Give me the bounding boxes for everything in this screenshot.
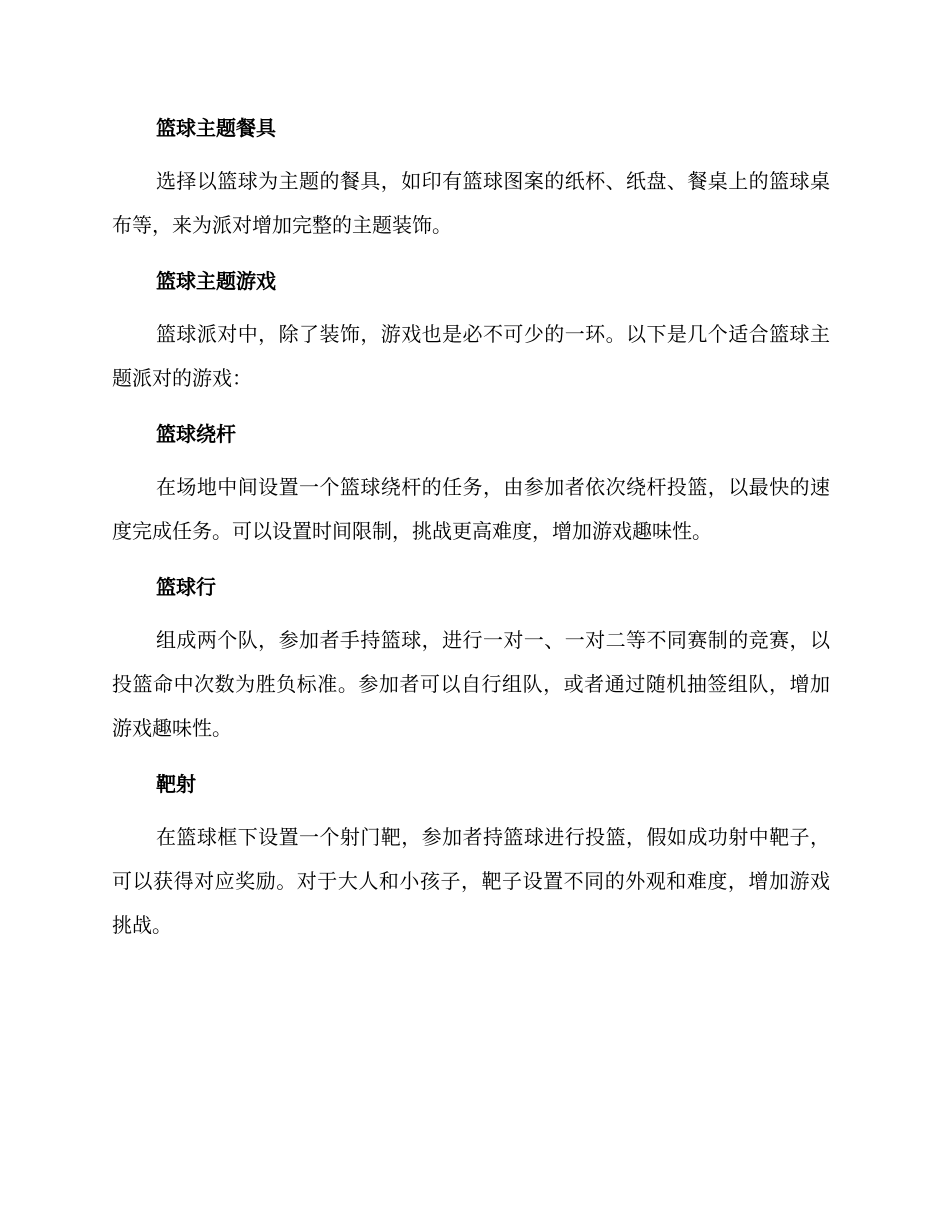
section-body-target-shooting: 在篮球框下设置一个射门靶，参加者持篮球进行投篮，假如成功射中靶子，可以获得对应奖励。对于大人和小孩子，靶子设置不同的外观和难度，增加游戏挑战。 [112,825,830,937]
section-heading-games: 篮球主题游戏 [156,269,276,293]
section-heading-target-shooting: 靶射 [156,772,196,796]
section-body-games: 篮球派对中，除了装饰，游戏也是必不可少的一环。以下是几个适合篮球主题派对的游戏： [112,322,830,390]
section-heading-basketball-match: 篮球行 [156,575,216,599]
section-body-basketball-match: 组成两个队，参加者手持篮球，进行一对一、一对二等不同赛制的竞赛，以投篮命中次数为胜负标准。参加者可以自行组队，或者通过随机抽签组队，增加游戏趣味性。 [112,628,830,740]
section-heading-tableware: 篮球主题餐具 [156,116,276,140]
section-heading-pole-dribble: 篮球绕杆 [156,422,236,446]
section-body-pole-dribble: 在场地中间设置一个篮球绕杆的任务，由参加者依次绕杆投篮，以最快的速度完成任务。可以设置时间限制，挑战更高难度，增加游戏趣味性。 [112,475,830,543]
section-body-tableware: 选择以篮球为主题的餐具，如印有篮球图案的纸杯、纸盘、餐桌上的篮球桌布等，来为派对增加完整的主题装饰。 [112,169,830,237]
